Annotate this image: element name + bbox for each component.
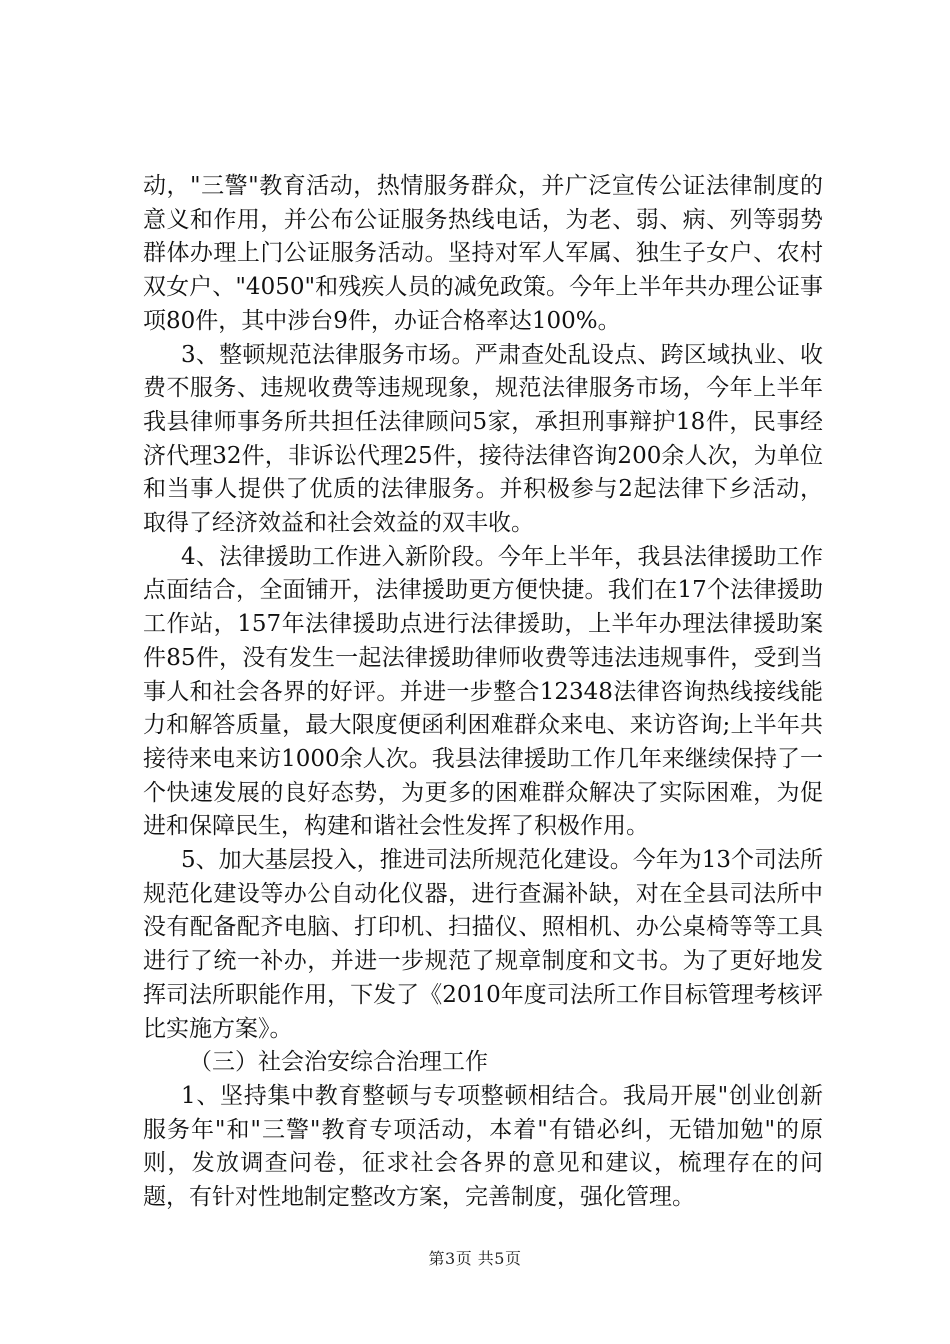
paragraph-continued: 动，"三警"教育活动，热情服务群众，并广泛宣传公证法律制度的意义和作用，并公布公证服务热线电话，为老、弱、病、列等弱势群体办理上门公证服务活动。坚持对军人军属、独生子女户、农村双女户、"4050"和残疾人员的减免政策。今年上半年共办理公证事项80件，其中涉台9件，办证合格率达100%。 bbox=[143, 173, 823, 334]
page-footer: 第3页 共5页 bbox=[428, 1249, 522, 1268]
paragraph-legal-services-market: 3、整顿规范法律服务市场。严肃查处乱设点、跨区域执业、收费不服务、违规收费等违规现象，规范法律服务市场，今年上半年我县律师事务所共担任法律顾问5家，承担刑事辩护18件，民事经济代理32件，非诉讼代理25件，接待法律咨询200余人次，为单位和当事人提供了优质的法律服务。并积极参与2起法律下乡活动，取得了经济效益和社会效益的双丰收。 bbox=[143, 341, 823, 537]
paragraph-judicial-office: 5、加大基层投入，推进司法所规范化建设。今年为13个司法所规范化建设等办公自动化仪器，进行查漏补缺，对在全县司法所中没有配备配齐电脑、打印机、扫描仪、照相机、办公桌椅等等工具进行了统一补办，并进一步规范了规章制度和文书。为了更好地发挥司法所职能作用，下发了《2010年度司法所工作目标管理考核评比实施方案》。 bbox=[143, 847, 823, 1042]
paragraph-education-rectification: 1、坚持集中教育整顿与专项整顿相结合。我局开展"创业创新服务年"和"三警"教育专项活动，本着"有错必纠，无错加勉"的原则，发放调查问卷，征求社会各界的意见和建议，梳理存在的问题，有针对性地制定整改方案，完善制度，强化管理。 bbox=[143, 1082, 823, 1211]
section-heading: （三）社会治安综合治理工作 bbox=[189, 1049, 488, 1076]
document-body bbox=[143, 170, 823, 1215]
paragraph-legal-aid: 4、法律援助工作进入新阶段。今年上半年，我县法律援助工作点面结合，全面铺开，法律援助更方便快捷。我们在17个法律援助工作站，157年法律援助点进行法律援助，上半年办理法律援助案件85件，没有发生一起法律援助律师收费等违法违规事件，受到当事人和社会各界的好评。并进一步整合12348法律咨询热线接线能力和解答质量，最大限度便函利困难群众来电、来访咨询;上半年共接待来电来访1000余人次。我县法律援助工作几年来继续保持了一个快速发展的良好态势，为更多的困难群众解决了实际困难，为促进和保障民生，构建和谐社会性发挥了积极作用。 bbox=[143, 543, 823, 840]
